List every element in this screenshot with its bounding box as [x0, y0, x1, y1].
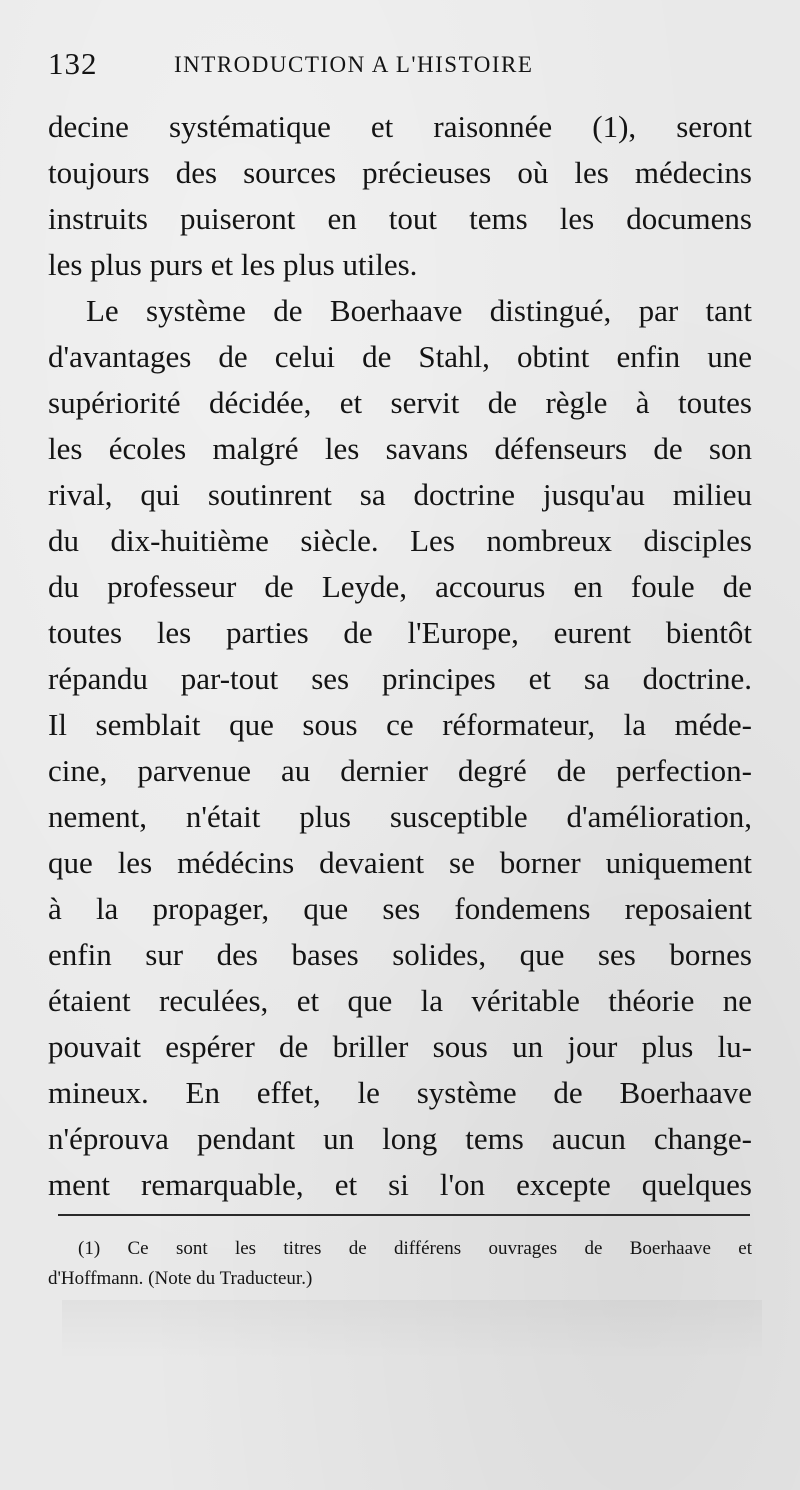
footnote-line: d'Hoffmann. (Note du Traducteur.) — [48, 1268, 313, 1289]
text-line: étaient reculées, et que la véritable théorie ne — [48, 983, 752, 1018]
text-line: du professeur de Leyde, accourus en foule de — [48, 569, 752, 604]
footnote-line: (1) Ce sont les titres de différens ouvrages de Boerhaave et — [78, 1238, 752, 1259]
text-line: n'éprouva pendant un long tems aucun change- — [48, 1121, 752, 1156]
text-line: toutes les parties de l'Europe, eurent bientôt — [48, 615, 752, 650]
text-line: les écoles malgré les savans défenseurs de son — [48, 431, 752, 466]
text-line: pouvait espérer de briller sous un jour plus lu- — [48, 1029, 752, 1064]
page-header — [48, 44, 748, 84]
text-line: du dix-huitième siècle. Les nombreux disciples — [48, 523, 752, 558]
text-line: à la propager, que ses fondemens reposaient — [48, 891, 752, 926]
footnote — [48, 1234, 752, 1294]
text-line: les plus purs et les plus utiles. — [48, 247, 418, 282]
text-line: nement, n'était plus susceptible d'amélioration, — [48, 799, 752, 834]
text-line: rival, qui soutinrent sa doctrine jusqu'au milieu — [48, 477, 752, 512]
text-line: que les médécins devaient se borner uniquement — [48, 845, 752, 880]
page-number: 132 — [48, 46, 98, 81]
footnote-rule — [58, 1214, 750, 1216]
text-line: Il semblait que sous ce réformateur, la méde- — [48, 707, 752, 742]
text-line: cine, parvenue au dernier degré de perfection- — [48, 753, 752, 788]
show-through-shadow — [62, 1300, 762, 1360]
text-line: supériorité décidée, et servit de règle à toutes — [48, 385, 752, 420]
text-line: mineux. En effet, le système de Boerhaave — [48, 1075, 752, 1110]
running-head: INTRODUCTION A L'HISTOIRE — [174, 52, 534, 77]
text-line: ment remarquable, et si l'on excepte quelques — [48, 1167, 752, 1202]
text-line: decine systématique et raisonnée (1), seront — [48, 109, 752, 144]
body-text — [48, 104, 752, 1208]
text-line: enfin sur des bases solides, que ses bornes — [48, 937, 752, 972]
text-line: d'avantages de celui de Stahl, obtint enfin une — [48, 339, 752, 374]
text-line: instruits puiseront en tout tems les documens — [48, 201, 752, 236]
text-line: répandu par-tout ses principes et sa doctrine. — [48, 661, 752, 696]
text-line: toujours des sources précieuses où les médecins — [48, 155, 752, 190]
text-line: Le système de Boerhaave distingué, par tant — [86, 293, 752, 328]
